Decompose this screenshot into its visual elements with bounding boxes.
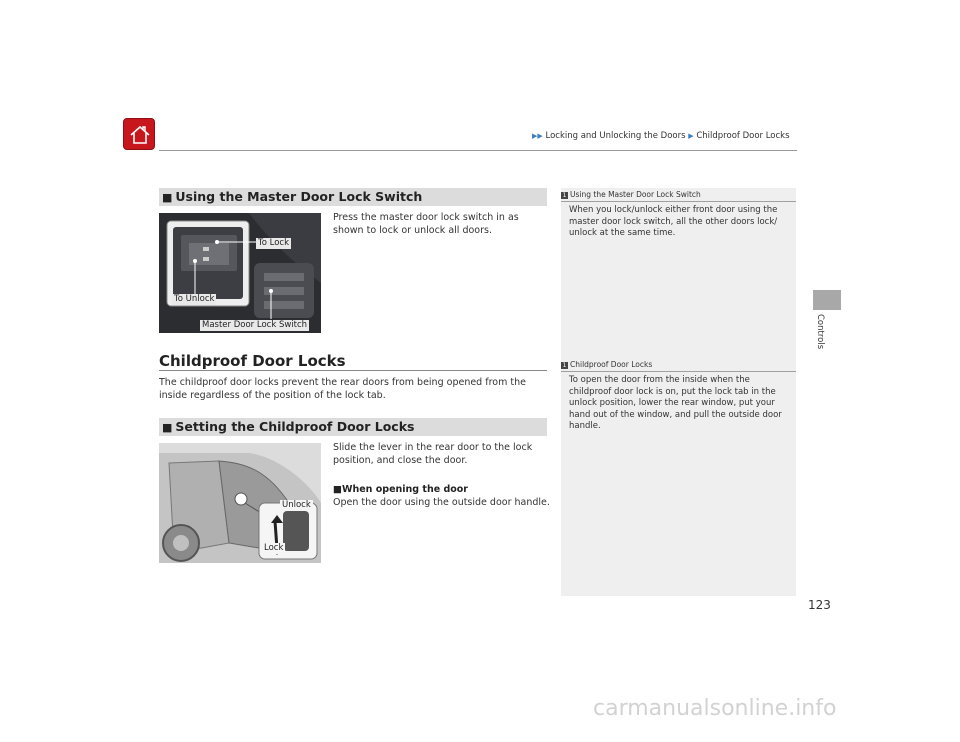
note-title-text: Using the Master Door Lock Switch	[570, 190, 701, 199]
breadcrumb-arrow-icon: ▶▶	[532, 132, 543, 140]
square-bullet-icon: ■	[162, 191, 173, 204]
title-divider	[159, 370, 547, 371]
callout-unlock: Unlock	[282, 500, 311, 510]
note-title-master-switch	[561, 190, 701, 199]
callout-to-lock: To Lock	[258, 238, 290, 248]
home-button[interactable]	[123, 118, 155, 150]
note-divider	[561, 371, 796, 372]
opening-body: Open the door using the outside door handle.	[333, 497, 550, 508]
opening-heading	[333, 483, 547, 496]
section-heading-text: Setting the Childproof Door Locks	[175, 419, 415, 434]
breadcrumb	[532, 131, 790, 141]
home-icon	[128, 123, 152, 147]
square-bullet-icon: ■	[162, 421, 173, 434]
childproof-intro: The childproof door locks prevent the rear doors from being opened from the inside regardless of the position of the lock tab.	[159, 377, 526, 401]
page-title: Childproof Door Locks	[159, 352, 346, 370]
note-title-text: Childproof Door Locks	[570, 360, 653, 369]
page-number: 123	[808, 598, 831, 612]
master-switch-body: Press the master door lock switch in as shown to lock or unlock all doors.	[333, 212, 519, 236]
side-tab-marker[interactable]	[813, 290, 841, 310]
note-body-master-switch: When you lock/unlock either front door using the master door lock switch, all the other doors lock/ unlock at the same time.	[569, 205, 778, 238]
section-heading-setting	[159, 418, 547, 436]
note-title-childproof	[561, 360, 652, 369]
note-marker-icon: 1	[562, 362, 567, 369]
section-heading-text: Using the Master Door Lock Switch	[175, 189, 423, 204]
side-tab-label	[813, 314, 829, 354]
master-switch-photo	[159, 213, 321, 333]
breadcrumb-item-locking[interactable]: Locking and Unlocking the Doors	[545, 131, 686, 141]
note-marker-icon: 1	[562, 192, 567, 199]
breadcrumb-item-childproof[interactable]: Childproof Door Locks	[696, 131, 790, 141]
callout-master-switch: Master Door Lock Switch	[202, 320, 308, 330]
opening-heading-text: When opening the door	[341, 484, 468, 495]
watermark: carmanualsonline.info	[593, 696, 837, 721]
header-divider	[159, 150, 797, 151]
setting-body: Slide the lever in the rear door to the lock position, and close the door.	[333, 442, 533, 466]
breadcrumb-arrow-icon: ▶	[688, 132, 694, 140]
callout-to-unlock: To Unlock	[174, 294, 215, 304]
note-divider	[561, 201, 796, 202]
callout-lock: Lock	[264, 543, 284, 553]
side-tab-text: Controls	[815, 314, 825, 350]
section-heading-master-switch	[159, 188, 547, 206]
square-bullet-icon: ■	[333, 484, 342, 495]
note-body-childproof: To open the door from the inside when the childproof door lock is on, put the lock tab in the unlock position, lower the rear window, put your hand out of the window, and pull the outside door handle.	[569, 375, 782, 431]
